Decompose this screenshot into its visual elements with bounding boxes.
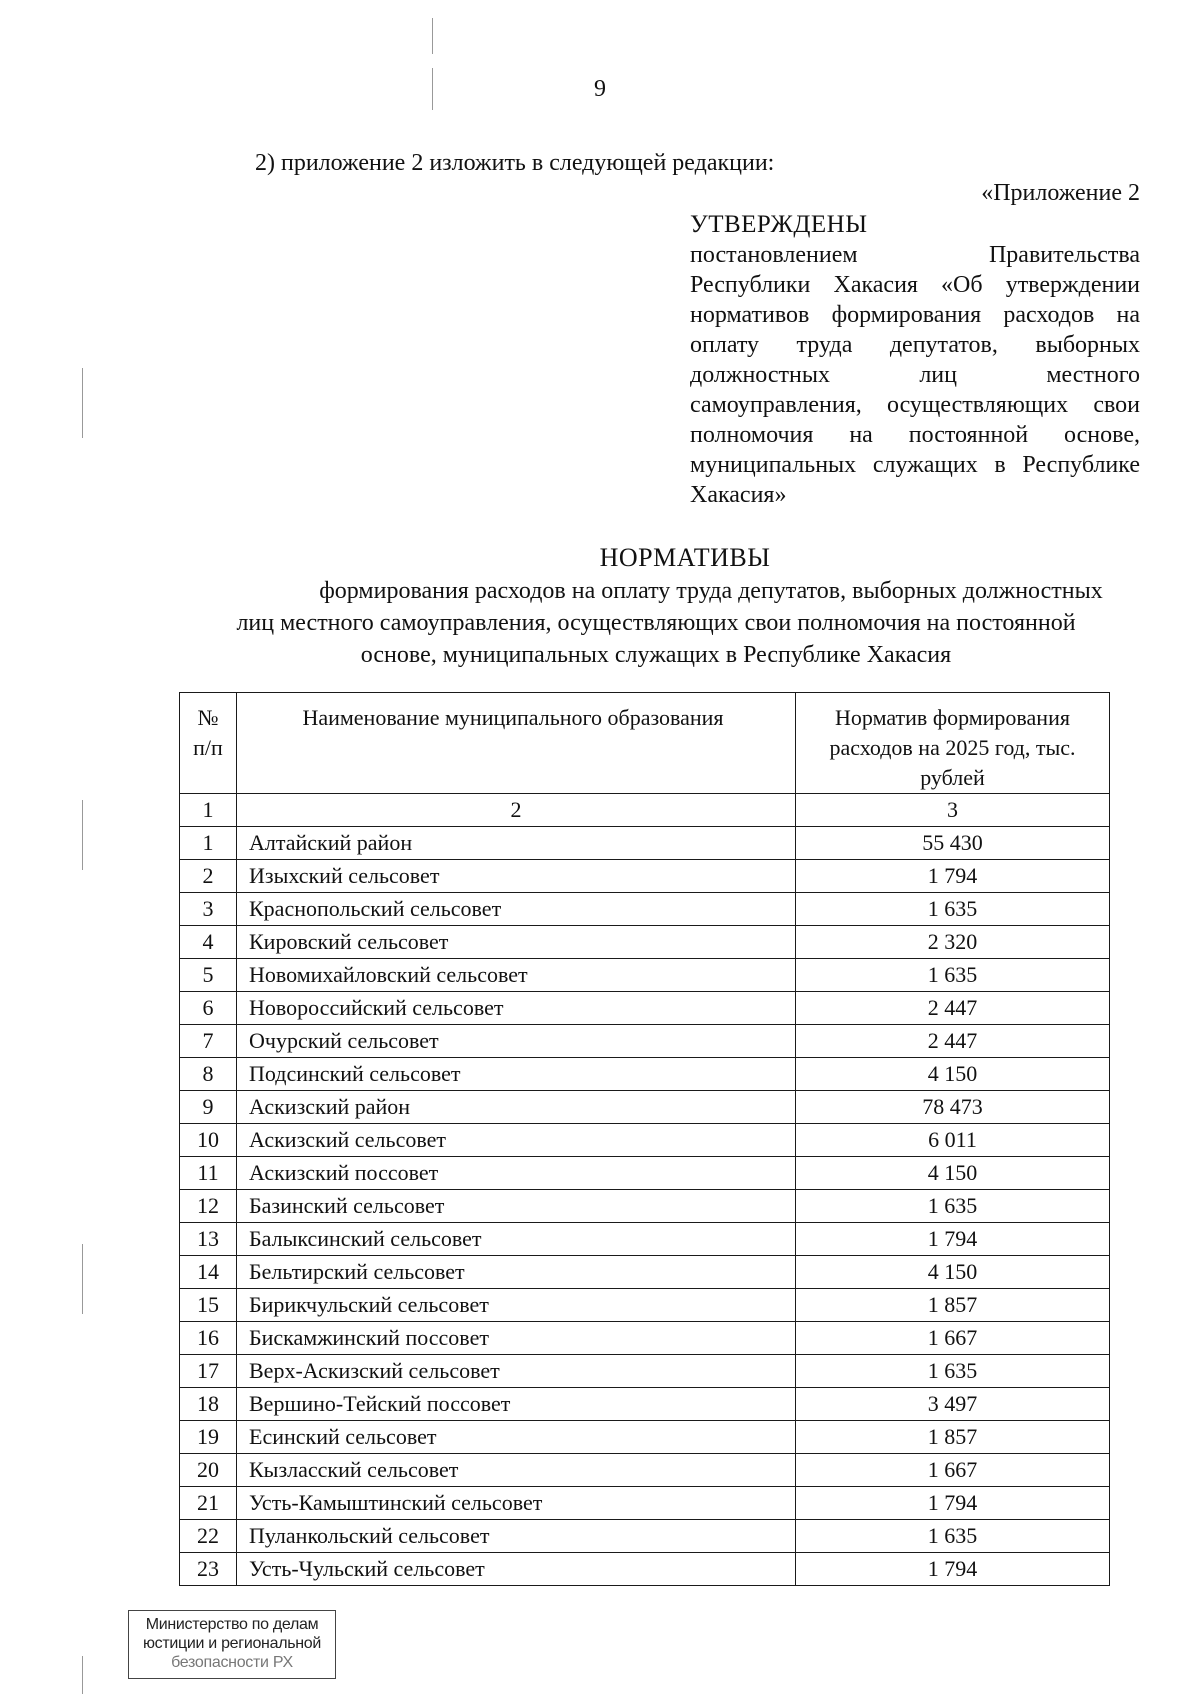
table-row [180, 1124, 1110, 1157]
table-header-row [180, 693, 1110, 794]
row-number: 8 [180, 1058, 237, 1091]
table-row [180, 1157, 1110, 1190]
norm-value: 1 667 [796, 1454, 1110, 1487]
municipality-name: Базинский сельсовет [237, 1190, 796, 1223]
municipality-name: Пуланкольский сельсовет [237, 1520, 796, 1553]
table-row [180, 1223, 1110, 1256]
column-index: 2 [237, 794, 796, 827]
table-row [180, 1388, 1110, 1421]
row-number: 12 [180, 1190, 237, 1223]
municipality-name: Верх-Аскизский сельсовет [237, 1355, 796, 1388]
municipality-name: Усть-Чульский сельсовет [237, 1553, 796, 1586]
municipality-name: Есинский сельсовет [237, 1421, 796, 1454]
table-row [180, 1322, 1110, 1355]
scan-artifact [82, 800, 83, 870]
row-number: 21 [180, 1487, 237, 1520]
row-number: 23 [180, 1553, 237, 1586]
stamp-line: юстиции и региональной [142, 1635, 322, 1652]
municipality-name: Краснопольский сельсовет [237, 893, 796, 926]
scan-artifact [432, 18, 433, 54]
column-index: 3 [796, 794, 1110, 827]
table-row [180, 1487, 1110, 1520]
norm-value: 1 794 [796, 860, 1110, 893]
norm-value: 2 447 [796, 992, 1110, 1025]
document-heading: НОРМАТИВЫ [599, 543, 771, 572]
row-number: 15 [180, 1289, 237, 1322]
header-num: № п/п [180, 693, 237, 794]
header-value: Норматив формирования расходов на 2025 год, тыс. рублей [796, 693, 1110, 794]
norm-value: 1 635 [796, 959, 1110, 992]
header-name: Наименование муниципального образования [237, 693, 796, 794]
norm-value: 1 667 [796, 1322, 1110, 1355]
municipality-name: Новороссийский сельсовет [237, 992, 796, 1025]
row-number: 10 [180, 1124, 237, 1157]
row-number: 13 [180, 1223, 237, 1256]
page-number: 9 [594, 76, 606, 102]
table-row [180, 827, 1110, 860]
table-row [180, 1421, 1110, 1454]
municipality-name: Новомихайловский сельсовет [237, 959, 796, 992]
appendix-label: «Приложение 2 [981, 180, 1140, 206]
municipality-name: Аскизский сельсовет [237, 1124, 796, 1157]
row-number: 22 [180, 1520, 237, 1553]
municipality-name: Кызласский сельсовет [237, 1454, 796, 1487]
municipality-name: Алтайский район [237, 827, 796, 860]
municipality-name: Очурский сельсовет [237, 1025, 796, 1058]
row-number: 18 [180, 1388, 237, 1421]
norm-value: 1 857 [796, 1289, 1110, 1322]
table-body [180, 794, 1110, 1586]
table-row [180, 1355, 1110, 1388]
table-row [180, 926, 1110, 959]
norm-value: 6 011 [796, 1124, 1110, 1157]
approval-title: УТВЕРЖДЕНЫ [690, 211, 868, 238]
municipality-name: Аскизский поссовет [237, 1157, 796, 1190]
norm-value: 2 320 [796, 926, 1110, 959]
row-number: 11 [180, 1157, 237, 1190]
table-row [180, 1289, 1110, 1322]
scan-artifact [82, 368, 83, 438]
table-row [180, 860, 1110, 893]
norm-value: 1 857 [796, 1421, 1110, 1454]
norms-table [179, 692, 1110, 1586]
intro-text: 2) приложение 2 изложить в следующей редакции: [255, 150, 775, 176]
norm-value: 1 635 [796, 1190, 1110, 1223]
table-row [180, 992, 1110, 1025]
row-number: 20 [180, 1454, 237, 1487]
ministry-stamp [128, 1610, 336, 1679]
stamp-line: Министерство по делам [145, 1616, 319, 1633]
row-number: 2 [180, 860, 237, 893]
row-number: 19 [180, 1421, 237, 1454]
norm-value: 4 150 [796, 1157, 1110, 1190]
row-number: 7 [180, 1025, 237, 1058]
row-number: 9 [180, 1091, 237, 1124]
row-number: 17 [180, 1355, 237, 1388]
table-row [180, 1256, 1110, 1289]
stamp-line: безопасности РХ [171, 1654, 293, 1671]
row-number: 6 [180, 992, 237, 1025]
norm-value: 2 447 [796, 1025, 1110, 1058]
table-row [180, 1454, 1110, 1487]
table-row [180, 959, 1110, 992]
municipality-name: Бельтирский сельсовет [237, 1256, 796, 1289]
column-index-row [180, 794, 1110, 827]
scan-artifact [82, 1656, 83, 1694]
subheading-line: лиц местного самоуправления, осуществляющих свои полномочия на постоянной [236, 610, 1076, 636]
municipality-name: Подсинский сельсовет [237, 1058, 796, 1091]
table-row [180, 1025, 1110, 1058]
municipality-name: Усть-Камыштинский сельсовет [237, 1487, 796, 1520]
row-number: 16 [180, 1322, 237, 1355]
norm-value: 78 473 [796, 1091, 1110, 1124]
municipality-name: Вершино-Тейский поссовет [237, 1388, 796, 1421]
norm-value: 1 794 [796, 1553, 1110, 1586]
row-number: 4 [180, 926, 237, 959]
approval-text: постановлением Правительства Республики Хакасия «Об утверждении нормативов формирования расходов на оплату труда депутатов, выборных должностных лиц местного самоуправления, осуществляющих свои полномочия на постоянной основе, муниципальных служащих в Республике Хакасия» [690, 242, 1140, 508]
norm-value: 1 794 [796, 1223, 1110, 1256]
row-number: 3 [180, 893, 237, 926]
municipality-name: Бирикчульский сельсовет [237, 1289, 796, 1322]
municipality-name: Бискамжинский поссовет [237, 1322, 796, 1355]
municipality-name: Изыхский сельсовет [237, 860, 796, 893]
norm-value: 1 635 [796, 1355, 1110, 1388]
norm-value: 4 150 [796, 1058, 1110, 1091]
table-row [180, 1520, 1110, 1553]
table-row [180, 1190, 1110, 1223]
document-subheading [186, 575, 1126, 671]
norm-value: 1 635 [796, 1520, 1110, 1553]
municipality-name: Аскизский район [237, 1091, 796, 1124]
scan-artifact [82, 1244, 83, 1314]
norm-value: 1 794 [796, 1487, 1110, 1520]
norm-value: 3 497 [796, 1388, 1110, 1421]
norm-value: 4 150 [796, 1256, 1110, 1289]
municipality-name: Кировский сельсовет [237, 926, 796, 959]
table-row [180, 1091, 1110, 1124]
table-row [180, 1058, 1110, 1091]
municipality-name: Балыксинский сельсовет [237, 1223, 796, 1256]
approval-block [690, 210, 1140, 510]
row-number: 1 [180, 827, 237, 860]
subheading-line: основе, муниципальных служащих в Республике Хакасия [360, 642, 952, 668]
row-number: 5 [180, 959, 237, 992]
row-number: 14 [180, 1256, 237, 1289]
table-row [180, 893, 1110, 926]
norm-value: 1 635 [796, 893, 1110, 926]
table-row [180, 1553, 1110, 1586]
subheading-line: формирования расходов на оплату труда депутатов, выборных должностных [319, 578, 1103, 604]
column-index: 1 [180, 794, 237, 827]
norm-value: 55 430 [796, 827, 1110, 860]
